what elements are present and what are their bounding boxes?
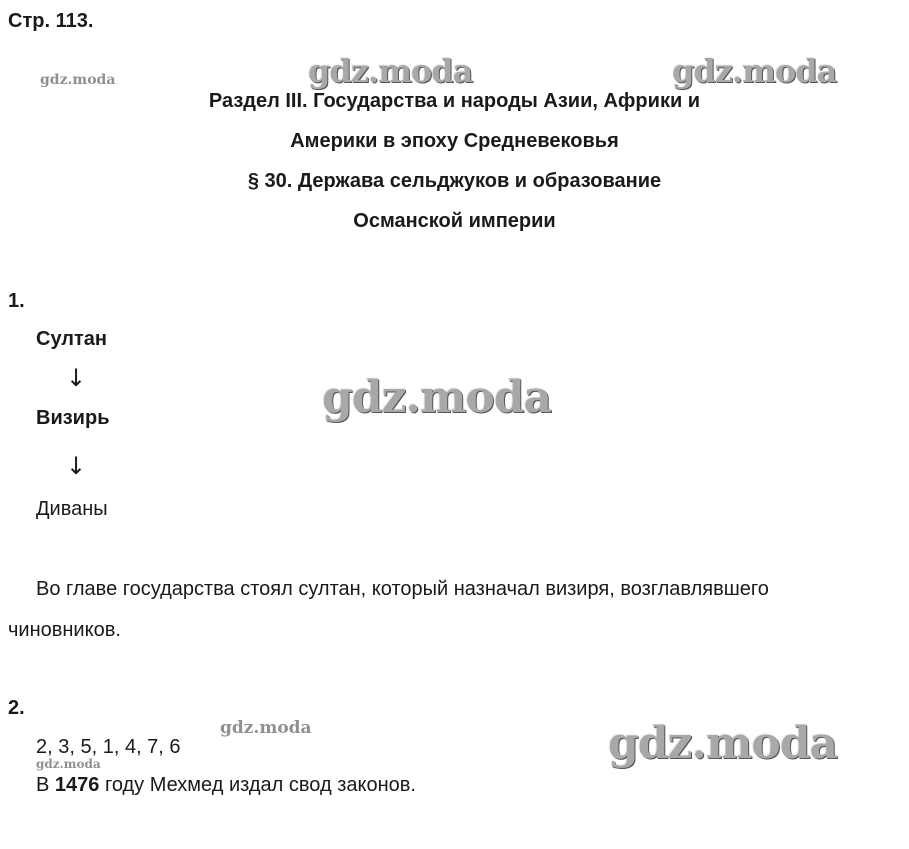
watermark: gdz.moda — [672, 52, 837, 90]
task-number: 2. — [8, 697, 25, 719]
answer-sentence — [36, 774, 416, 797]
watermark: gdz.moda — [40, 72, 116, 88]
watermark: gdz.moda — [308, 52, 473, 90]
answer-paragraph-line: чиновников. — [8, 619, 121, 641]
section-heading-line: Раздел III. Государства и народы Азии, Африки и — [208, 90, 701, 112]
watermark: gdz.moda — [608, 718, 838, 769]
watermark: gdz.moda — [322, 372, 552, 423]
answer-sequence: 2, 3, 5, 1, 4, 7, 6 — [36, 736, 181, 758]
scheme-item-vizier: Визирь — [36, 407, 110, 429]
scheme-item-divans: Диваны — [36, 498, 108, 520]
section-heading-line: Америки в эпоху Средневековья — [290, 130, 619, 152]
watermark: gdz.moda — [220, 718, 312, 738]
sentence-end: году Мехмед издал свод законов. — [99, 774, 416, 796]
sentence-start: В — [36, 774, 55, 796]
paragraph-heading-line: Османской империи — [353, 210, 556, 232]
paragraph-heading-line: § 30. Держава сельджуков и образование — [247, 170, 662, 192]
year-value: 1476 — [54, 774, 100, 796]
answer-paragraph-line: Во главе государства стоял султан, который назначал визиря, возглавлявшего — [36, 578, 769, 600]
arrow-down-icon: ↓ — [66, 452, 87, 480]
watermark: gdz.moda — [36, 757, 101, 771]
page-number: Стр. 113. — [8, 10, 94, 32]
task-number: 1. — [8, 290, 25, 312]
scheme-item-sultan: Султан — [36, 328, 108, 350]
arrow-down-icon: ↓ — [66, 364, 87, 392]
